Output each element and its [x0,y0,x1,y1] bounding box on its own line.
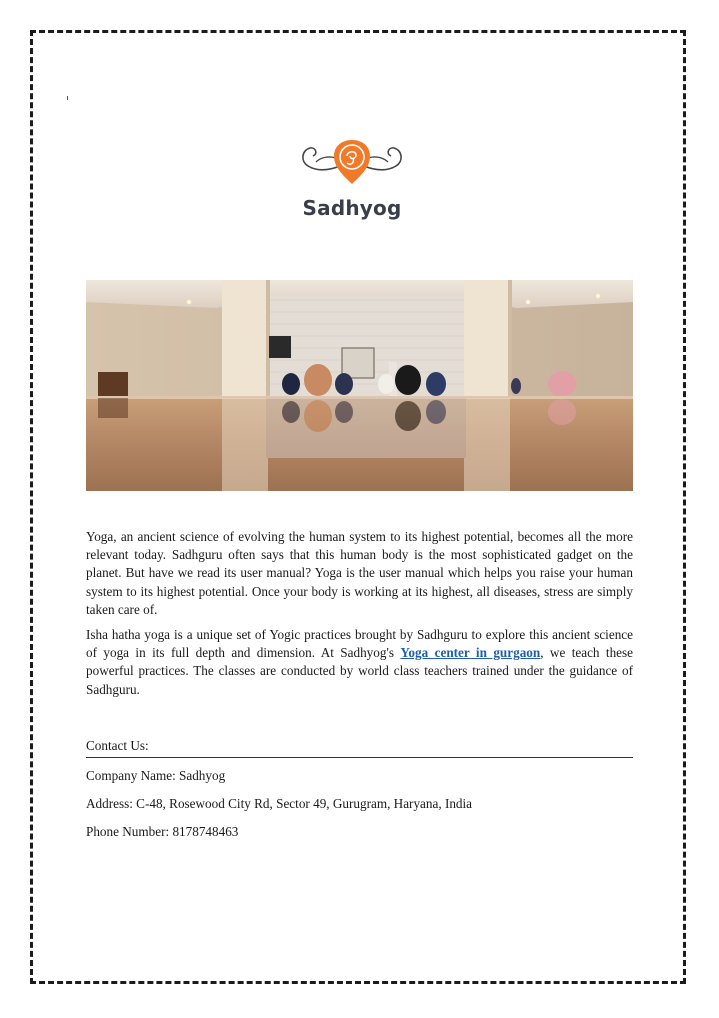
paragraph-text-start: Isha hatha yoga is a unique set of Yogic practices brought by Sadhguru to explore this ancient science of yoga in its full depth and dimension. At Sadhyog's [86,627,633,661]
contact-heading: Contact Us: [86,738,633,758]
brand-name: Sadhyog [302,196,402,220]
yoga-center-link[interactable]: Yoga center in gurgaon [400,645,541,661]
lotus-logo-icon [296,136,408,196]
paragraph-text-end: , we teach these powerful practices. The classes are conducted by world class teachers trained under the guidance of Sadhguru. [86,645,634,697]
phone-number: Phone Number: 8178748463 [86,824,239,839]
article-body [86,528,633,706]
yoga-hall-photo [86,280,633,491]
intro-paragraph: Yoga, an ancient science of evolving the human system to its highest potential, becomes all the more relevant today. Sadhguru often says that this human body is the most sophisticated gadget on the planet. But have we read its user manual? Yoga is the user manual which helps you raise your human system to its highest potential. Once your body is working at its highest, all diseases, stress are simply taken care of. [86,529,633,617]
address: Address: C-48, Rosewood City Rd, Sector 49, Gurugram, Haryana, India [86,796,473,811]
stray-mark [67,96,68,100]
company-name: Company Name: Sadhyog [86,768,226,783]
brand-logo [296,136,408,226]
isha-paragraph [86,626,633,699]
